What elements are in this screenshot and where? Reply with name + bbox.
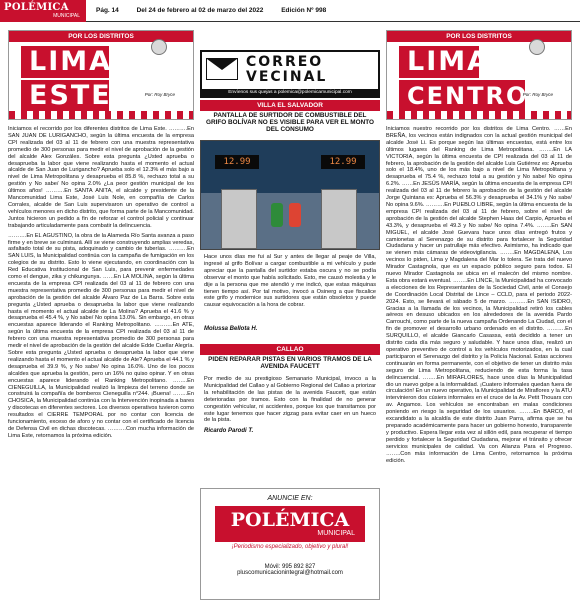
ad-email: pluscomunicacionintegral@hotmail.com bbox=[237, 570, 343, 576]
columnist-avatar-icon bbox=[151, 39, 167, 55]
ad-logo-name: POLÉMICA bbox=[230, 509, 350, 531]
letter-callao: Por medio de su prestigioso Semanario Municipal, invoco a la Municipalidad del Callao y al Gobierno Regional del Callao a priorizar la rehabilitación de las pistas de la avenida Faucett, que están deterioradas por tramos. Esto con la finalidad de no generar congestión vehicular, ni accidentes, porque los que transitamos por este lugar tenemos que hacer zigzag para evitar caer en un hueco de la pista. bbox=[204, 376, 376, 424]
masthead-meta bbox=[96, 7, 342, 14]
lima-centro-byline: Por: Roy Bryce bbox=[522, 92, 553, 97]
masthead-logo-sub: MUNICIPAL bbox=[53, 12, 80, 19]
masthead-logo bbox=[0, 0, 86, 22]
section-callao: CALLAO bbox=[200, 344, 380, 355]
ad-mobile: Móvil: 995 892 827 bbox=[264, 564, 316, 570]
columnist-avatar-icon bbox=[529, 39, 545, 55]
lima-este-ribbon: POR LOS DISTRITOS bbox=[9, 31, 193, 42]
advertisement-box bbox=[200, 488, 380, 600]
page-number: Pág. 14 bbox=[96, 7, 119, 14]
lima-centro-paragraph: Iniciamos nuestro recorrido por los distritos de Lima Centro. ……En BREÑA, los vecinos están indignados con la actual gestión municipal del alcalde José Li. Es porque según las últimas encuestas, está entre los últimos lugares del Ranking de Lima Metropolitana. ……..En LA VICTORIA, según la última encuesta de CPI realizada del 03 al 11 de febrero, la aprobación de la gestión del alcalde Luis Gutiérrez es: Aprueba solo el 18.4%, uno de los más bajo a nivel de Lima Metropolitana y desaprueba el 75.4 %, rechazo total a su gestión y No sabe/ No opina 6.2%. ……En JESÚS MARÍA, según la última encuesta de la empresa CPI realizada del 03 al 11 de febrero la aprobación de la gestión del alcalde Jorge Quintana es: Aprueba el 56.3% y desaprueba el 34.1% y No sabe/ No opina 9.6%. ……….En PUEBLO LIBRE, según la última encuesta de la empresa CPI realizada del 03 al 11 de febrero, sobre el nivel de aprobación de la gestión del alcalde Stephen Haas del Carpio, Aprueba el 43.3%, y desaprueba el 49.3 y No sabe/ No opina 7.4%. ……..En SAN MIGUEL, el alcalde José Guevara hace unos días entregó frutos y camionetas al Serenazgo de su distrito para fortalecer la Seguridad Ciudadana y hacer un patrullaje más efectivo. Asimismo, ha indicado que se vienen más cámaras de videovigilancia. ……..En MAGDALENA, Los vecinos lo piden, Lima y Magdalena del Mar lo tolera. Se trata del nuevo Mirador Castagnola, que es un espacio público seguro para todos. El nuevo Mirador Castagnola se ubica en el malecón del mismo nombre. Esta obra estará eventual. ……..En LINCE, la Municipalidad ha convocado a elecciones de los Representantes de la Sociedad Civil, ante el Consejo de Coordinación Local Distrital de Lince – CCLD, para el periodo 2022-2024. Esto, se llevará el sábado 5 de marzo. ……….En SAN ISIDRO, Gracias a la llamada de los vecinos, la Municipalidad retiró los cables aéreos en desuso ubicados en los alrededores de la avenida Pardo Carrouchi, como parte de la nueva campaña Ordenando La Ciudad, con el fin de promover el desarrollo urbano ordenado en el distrito. ……….En SURQUILLO, el alcalde Giancarlo Casassa, está decidido a tener un distrito cada día más seguro y saludable. Y hace unos días, realizó un operativo preventivo de control a los vehículos motorizados, en la cual participaron el Serenazgo del distrito y la Policía Nacional. Estas acciones continuarán en forma permanente, con el objetivo de tener un distrito más seguro de Lima Metropolitana, reduciendo de esta forma la tasa delincuencial. ……..En MIRAFLORES, hace unos días la Municipalidad dio un nuevo golpe a la informalidad. ¡Cuatero informales quedan fuera de circulación! En un nuevo operativo, la Municipalidad de Miraflores y la ATU intervinieron dos cúsiers informales en el cruce de la Av. Petit Thouars con av. Angamos. Los vehículos se encontraban en malas condiciones poniendo en riesgo la seguridad de los usuarios. ……..En BARCO, el excandidato a la alcaldía de este distrito Juan Parra, afirma que se ha preparado académicamente para hacer un gobierno honesto, transparente y productivo. Espera llegar esta vez al sillón edil, para recuperar el tiempo perdido y fortalecer la Seguridad Ciudadana, mejorar el tránsito y ofrecer servicios municipales de calidad. Va con Alianza Para el Progreso. ……..Con más información de Lima Centro, retornamos la próxima edición. bbox=[386, 126, 572, 464]
pump-display: 12.99 bbox=[215, 155, 259, 169]
signature-villa-el-salvador: Molussa Bellota H. bbox=[204, 326, 258, 332]
signature-callao: Ricardo Parodi T. bbox=[204, 428, 254, 434]
fuel-pump-photo bbox=[200, 140, 380, 250]
correo-vecinal-title-line1: CORREO bbox=[246, 54, 324, 70]
lima-este-paragraph: ……….En EL AGUSTINO, la obra de la Alameda Río Santa avanza a paso firme y en breve se culminará. Allí se viene construyendo amplias veredas, asfaltado total de su pista, adoquinado y cambio de tuberías. ……….En SAN LUIS, la Municipalidad continúa con la campaña de fumigación en los colegios de su distrito. Esto lo viene ejecutando, en coordinación con la Red Educativa Institucional de San Luis, para prevenir enfermedades como el dengue, zika y chikungunya. ……En LA MOLINA, según la última encuesta de la empresa CPI realizada del 03 al 11 de febrero con una muestra representativa promedio de 300 personas para medir el nivel de aprobación de la gestión del alcalde Álvaro Paz de La Barra. Sobre esta pregunta ¿Usted aprueba o desaprueba la labor que viene realizando hasta el momento el actual alcalde de La Molina? Aprueba el 41.6 % y desaprueba el 45.4 %, y No sabe/ No opina 13.0%. Sin embargo, en otras encuestas aparece liderando el Ranking Metropolitano. ……….En ATE, según la última encuesta de la empresa CPI realizada del 03 al 11 de febrero con una muestra representativa promedio de 300 personas para medir el nivel de aprobación de la gestión del alcalde Edde Cuellar Alegría. Sobre esta pregunta ¿Usted aprueba o desaprueba la labor que viene realizando hasta el momento el actual alcalde de Ate? Aprueba el 44.1 % y desaprueba el 39.9 %, y No sabe/ No opina 16.0%. Uno de los pocos alcaldes que aprueba la gestión, pero un 16% no quiso opinar. Y en otras encuestas aparece liderando el Ranking Metropolitano. ……..En CIENEGUILLA, la Municipalidad realizó la limpieza del terreno donde se construirá la compañía de bomberos Cieneguilla n°244. ¡Buena! ……..En CHOSICA, la Municipalidad continúa con la Intervención inopinada a bares y discotecas en diferentes sectores. Los diversos operativos tuvieron como resultados el CIERRE TEMPORAL por no contar con licencia de funcionamiento, exceso de aforo y no contar con el certificado de licencia de Defensa Civil en dichas discotecas. ……….Con mucha información de Lima Este, retornamos la próxima edición. bbox=[8, 232, 194, 439]
ad-logo bbox=[215, 506, 365, 542]
section-villa-el-salvador: VILLA EL SALVADOR bbox=[200, 100, 380, 111]
edition-number: Edición Nº 998 bbox=[281, 7, 327, 14]
headline-callao: PIDEN REPARAR PISTAS EN VARIOS TRAMOS DE LA AVENIDA FAUCETT bbox=[208, 356, 372, 371]
ad-lead: ANUNCIE EN: bbox=[267, 495, 313, 502]
lima-centro-ribbon: POR LOS DISTRITOS bbox=[387, 31, 571, 42]
lima-centro-title-line1: LIMA bbox=[399, 46, 479, 78]
lima-centro-title-line2: CENTRO bbox=[399, 80, 525, 112]
lima-centro-header bbox=[386, 30, 572, 120]
fuel-pump-icon bbox=[221, 189, 257, 249]
nozzle-icon bbox=[271, 203, 283, 227]
headline-villa-el-salvador: PANTALLA DE SURTIDOR DE COMBUSTIBLE DEL GRIFO BOLÍVAR NO ES VISIBLE PARA VER EL MONTO DEL CONSUMO bbox=[206, 112, 374, 134]
lima-este-byline: Por: Roy Bryce bbox=[144, 92, 175, 97]
masthead-strip bbox=[0, 0, 580, 22]
correo-vecinal-title-line2: VECINAL bbox=[246, 69, 328, 85]
lima-centro-article bbox=[386, 126, 572, 600]
masthead-logo-name: POLÉMICA bbox=[4, 1, 69, 13]
ad-slogan: ¡Periodismo especializado, objetivo y plural! bbox=[231, 544, 349, 550]
fuel-pump-icon bbox=[321, 189, 357, 249]
lima-este-header bbox=[8, 30, 194, 120]
envelope-icon bbox=[206, 58, 238, 80]
lima-este-title-line2: ESTE bbox=[21, 80, 109, 112]
issue-dates: Del 24 de febrero al 02 de marzo del 2022 bbox=[136, 7, 264, 14]
lima-este-title-line1: LIMA bbox=[21, 46, 109, 78]
correo-vecinal-email: Envíenos sus quejas a polemica@polemicamunicipal.com bbox=[202, 89, 378, 96]
ad-logo-sub: MUNICIPAL bbox=[317, 530, 355, 537]
decorative-stripe bbox=[387, 111, 571, 119]
lima-este-paragraph: Iniciamos el recorrido por los diferentes distritos de Lima Este. ……….En SAN JUAN DE LURIGANCHO, según la última encuesta de la empresa CPI realizada del 03 al 11 de febrero con una muestra representativa promedio de 300 personas para medir el nivel de aprobación de la gestión del alcalde Alex Gonzáles. Sobre esta pregunta ¿Usted aprueba o desaprueba la labor que viene realizando hasta el momento el actual alcalde de San Juan de Lurigancho? Aprueba solo el 12.3% el más bajo a nivel de Lima Metropolitana y desaprueba el 85.8 %, rechazo total a su gestión y No sabe/ No opina 2.0% ¿La peor gestión municipal de los últimos años! ……….En SANTA ANITA, el alcalde y presidente de la Mancomunidad Lima Este, José Luis Nole, en compañía de Carlos Corrales, alcalde de San Luis supervisaron un operativo de control a vehículos menores en dicho distrito, que forma parte de la Mancomunidad. Juntos hicieron un pedido a fin de reforzar el control policial y continuar trabajando articuladamente para combatir la delincuencia. bbox=[8, 126, 194, 229]
correo-vecinal-header bbox=[200, 50, 380, 98]
nozzle-icon bbox=[289, 203, 301, 227]
decorative-stripe bbox=[9, 111, 193, 119]
pump-display: 12.99 bbox=[321, 155, 365, 169]
lima-este-article bbox=[8, 126, 194, 600]
letter-villa-el-salvador: Hace unos días me fui al Sur y antes de llegar al peaje de Villa, ingresé al grifo Bolívar a cargar combustible a mi vehículo y pude apreciar que la pantalla del surtidor estaba oscura y no se podía observar el monto que había solicitado. Esto, me causó molestia y le dije a la persona que me atendió y me indicó, que estas máquinas tienen tiempo así. Por tal motivo, invocó a Osinerg a que fiscalice este grifo y modernice sus surtidores que están obsoletos y puede causar equivocación a la hora de cobrar. bbox=[204, 254, 376, 309]
